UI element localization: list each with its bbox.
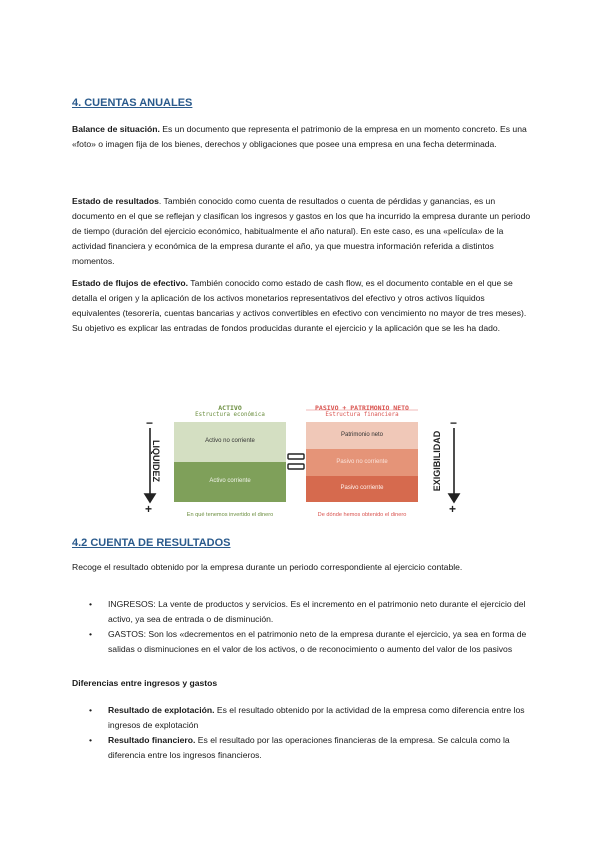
text-balance: Es un documento que representa el patrimonio de la empresa en un momento concreto. Es una «foto» o imagen fija de los bienes, derechos y obligaciones que posee una empresa en una fecha determinada. <box>72 124 527 149</box>
term-resultados: Estado de resultados <box>72 196 159 206</box>
list-item <box>72 597 534 627</box>
text-flujos: También conocido como estado de cash flow, es el documento contable en el que se detalla el origen y la aplicación de los activos monetarios representativos del efectivo y otros activos líquidos equivalentes (tesorería, cuentas bancarias y activos convertibles en efectivo con vencimiento no mayor de tres meses). Su objetivo es explicar las entradas de fondos producidas durante el ejercicio y la aplicación que se les ha dado. <box>72 278 527 333</box>
bullet: • <box>89 599 93 609</box>
text-financiero: Es el resultado por las operaciones financieras de la empresa. Se calcula como la diferencia entre los ingresos financieros. <box>108 735 510 760</box>
equals-sign <box>288 454 304 469</box>
exigibilidad-label: EXIGIBILIDAD <box>432 430 442 492</box>
pasivo-corriente-label: Pasivo corriente <box>340 485 384 491</box>
liquidez-label: LIQUIDEZ <box>151 440 161 482</box>
list-item <box>72 703 534 733</box>
paragraph-resultados <box>72 194 534 269</box>
diferencias-list <box>72 703 534 763</box>
list-item-text: INGRESOS: La vente de productos y servicios. Es el incremento en el patrimonio neto durante el ejercicio del activo, ya sea de entrada o de disminución. <box>108 599 526 624</box>
pasivo-footer: De dónde hemos obtenido el dinero <box>317 512 407 518</box>
liquidez-minus: − <box>146 416 154 430</box>
text-resultados: . También conocido como cuenta de resultados o cuenta de pérdidas y ganancias, es un documento en el que se reflejan y clasifican los ingresos y gastos en los que ha incurrido la empresa durante un periodo de tiempo (duración del ejercicio económico, habitualmente el año natural). En este caso, es una «película» de la actividad financiera y económica de la empresa durante el año, ya que muestra información referida a distintos momentos. <box>72 196 531 266</box>
bullet: • <box>89 735 93 745</box>
pasivo-title-a: PASIVO <box>315 404 339 412</box>
balance-diagram <box>142 398 462 530</box>
activo-corriente-label: Activo corriente <box>209 478 251 484</box>
exigibilidad-minus: − <box>450 416 458 430</box>
pasivo-subtitle: Estructura financiera <box>325 412 399 418</box>
list-item <box>72 627 534 657</box>
list-item-text: GASTOS: Son los «decrementos en el patrimonio neto de la empresa durante el ejercicio, ya sea en forma de salidas o disminuciones en el valor de los activos, o de reconocimiento o aumento del valor de los pasivos <box>108 629 527 654</box>
section-heading-cuentas-anuales: 4. CUENTAS ANUALES <box>72 97 193 109</box>
bullet: • <box>89 705 93 715</box>
exigibilidad-plus: + <box>449 502 457 516</box>
section-heading-cuenta-resultados: 4.2 CUENTA DE RESULTADOS <box>72 537 231 549</box>
activo-no-corriente-label: Activo no corriente <box>205 438 255 444</box>
paragraph-flujos <box>72 276 534 336</box>
paragraph-balance <box>72 122 534 152</box>
pasivo-title-b: PATRIMONIO NETO <box>350 404 409 412</box>
ingresos-gastos-list <box>72 597 534 657</box>
paragraph-cuenta-resultados-intro: Recoge el resultado obtenido por la empresa durante un periodo correspondiente al ejercicio contable. <box>72 562 463 572</box>
text-explotacion: Es el resultado obtenido por la actividad de la empresa como diferencia entre los ingresos de explotación <box>108 705 525 730</box>
bullet: • <box>89 629 93 639</box>
activo-title: ACTIVO <box>218 404 242 412</box>
liquidez-plus: + <box>145 502 153 516</box>
term-flujos: Estado de flujos de efectivo. <box>72 278 189 288</box>
patrimonio-neto-label: Patrimonio neto <box>340 432 384 438</box>
term-balance: Balance de situación. <box>72 124 160 134</box>
term-financiero: Resultado financiero. <box>108 735 196 745</box>
pasivo-title-plus: + <box>342 404 347 412</box>
activo-footer: En qué tenemos invertido el dinero <box>186 512 274 518</box>
diferencias-heading: Diferencias entre ingresos y gastos <box>72 678 218 688</box>
list-item <box>72 733 534 763</box>
exigibilidad-arrow <box>449 428 459 502</box>
term-explotacion: Resultado de explotación. <box>108 705 215 715</box>
pasivo-title <box>306 404 418 412</box>
activo-subtitle: Estructura económica <box>195 412 265 418</box>
pasivo-no-corriente-label: Pasivo no corriente <box>336 459 388 465</box>
